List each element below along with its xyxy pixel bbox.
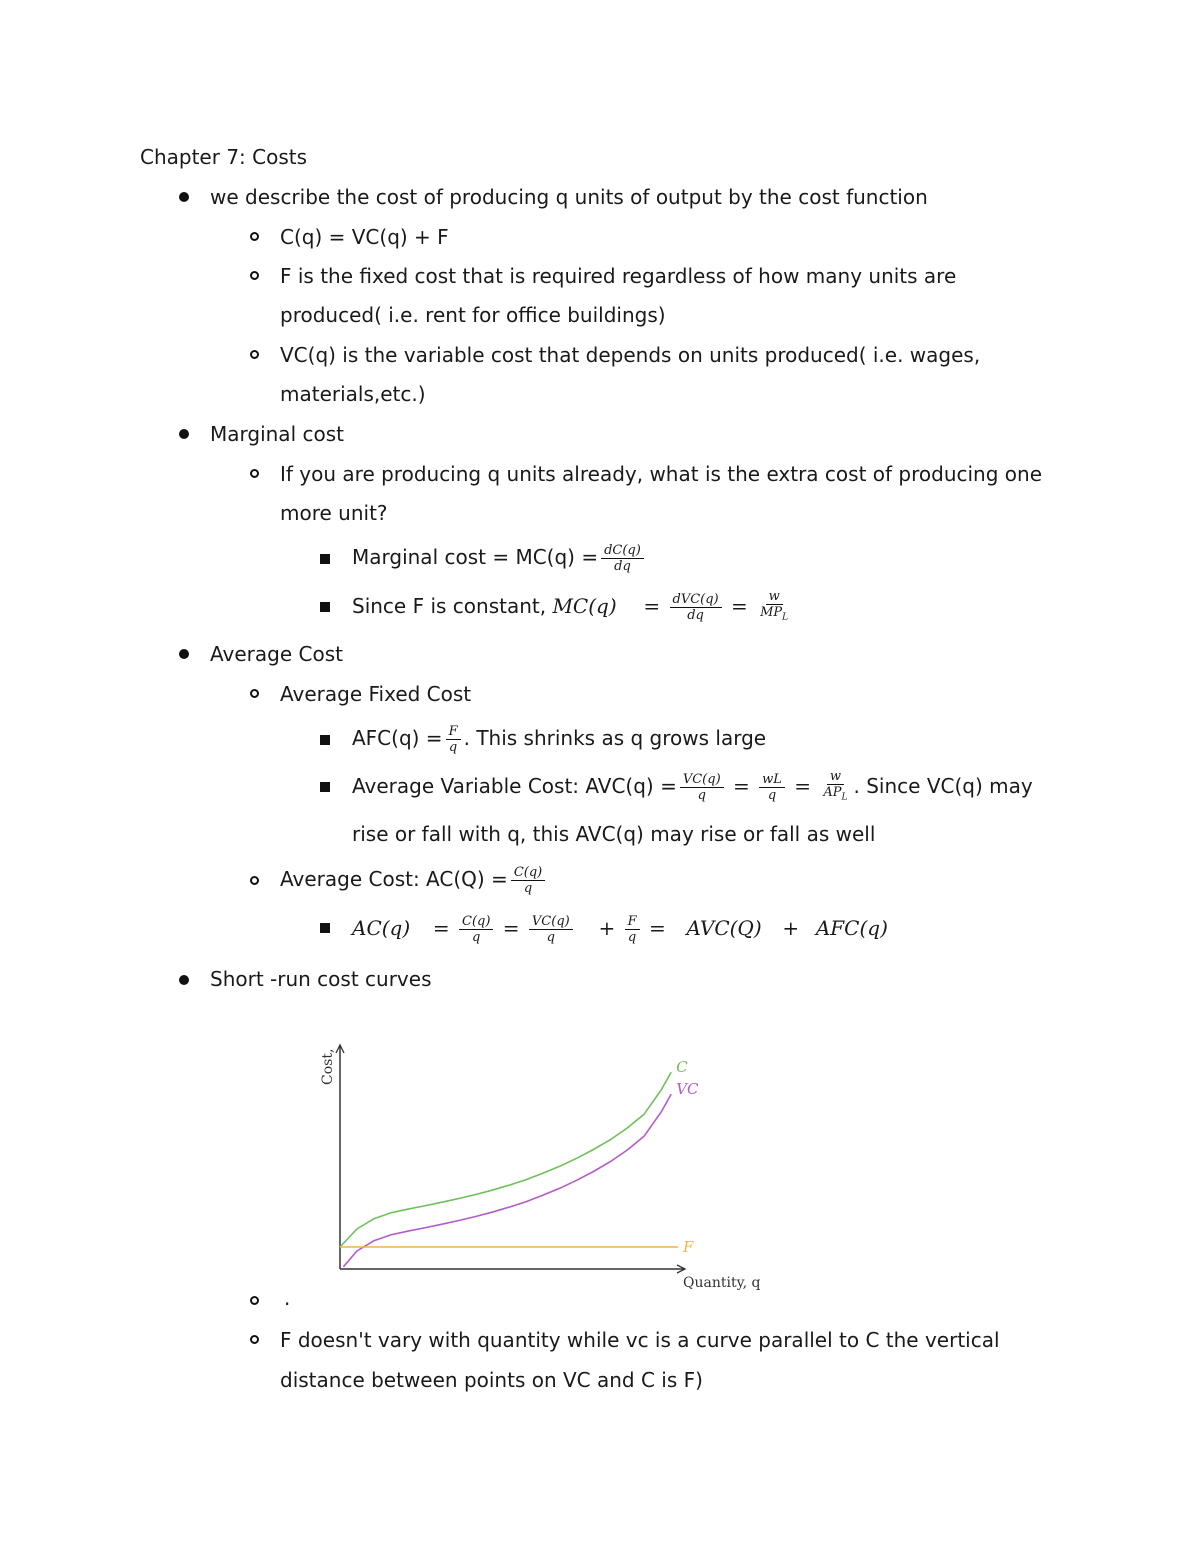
cost-function-formula: C(q) = VC(q) + F (280, 225, 449, 249)
fraction-denominator (820, 785, 850, 806)
sub-sub-bullet (320, 602, 330, 612)
average-fixed-cost-heading: Average Fixed Cost (280, 682, 472, 706)
avc-fraction-wl (759, 772, 785, 803)
denominator-text: MP (760, 605, 783, 621)
sub-bullet (250, 350, 259, 359)
equals-sign: = (730, 594, 748, 618)
mc-def-fraction (601, 543, 644, 574)
avc-label: Average Variable Cost: AVC(q) = (352, 774, 677, 798)
avc-fraction-vc (680, 772, 724, 803)
ac-rhs-avc: AVC(Q) (686, 916, 762, 940)
fraction-numerator: VC(q) (680, 772, 724, 788)
sub-bullet (250, 1335, 259, 1344)
short-run-heading: Short -run cost curves (210, 967, 432, 991)
short-run-note: F doesn't vary with quantity while vc is a curve parallel to C the vertical (280, 1328, 1000, 1352)
ac-fraction-c (459, 914, 493, 945)
fraction-denominator: q (627, 930, 637, 945)
subscript: L (841, 792, 848, 803)
sub-bullet (250, 271, 259, 280)
plus-sign: + (598, 916, 616, 940)
fraction-numerator: dVC(q) (670, 592, 722, 608)
marginal-cost-heading: Marginal cost (210, 422, 344, 446)
equals-sign: = (643, 594, 661, 618)
fraction-numerator: F (625, 914, 640, 930)
average-cost-heading: Average Cost (210, 642, 343, 666)
ac-fraction-vc (529, 914, 573, 945)
marginal-cost-definition (352, 540, 647, 574)
chart-caption-dot: . (284, 1286, 291, 1310)
cost-function-intro: we describe the cost of producing q units of output by the cost function (210, 185, 928, 209)
average-cost-definition (280, 860, 548, 898)
mc-fraction-w (757, 589, 791, 626)
equals-sign: = (502, 916, 520, 940)
fixed-cost-definition: F is the fixed cost that is required regardless of how many units are (280, 264, 957, 288)
equals-sign: = (733, 774, 750, 798)
y-axis-label: Cost, (320, 1048, 336, 1085)
page-title: Chapter 7: Costs (140, 145, 308, 169)
marginal-question: If you are producing q units already, what is the extra cost of producing one (280, 462, 1042, 486)
fraction-numerator: wL (759, 772, 785, 788)
since-label: Since F is constant, (352, 594, 547, 618)
denominator-text: AP (823, 785, 842, 801)
series-label-c: C (676, 1058, 688, 1077)
series-label-vc: VC (676, 1080, 699, 1099)
average-cost-identity (352, 908, 888, 948)
avc-definition (352, 767, 1033, 806)
ac-fraction-f (625, 914, 640, 945)
subscript: L (782, 612, 789, 623)
sub-sub-bullet (320, 782, 330, 792)
sub-sub-bullet (320, 735, 330, 745)
fraction-denominator: q (697, 788, 706, 803)
ac-rhs-afc: AFC(q) (815, 916, 888, 940)
ac-fraction (511, 865, 545, 896)
fraction-numerator: w (766, 589, 783, 605)
series-label-f: F (683, 1238, 694, 1256)
bullet (179, 429, 189, 439)
fraction-numerator: F (446, 724, 461, 740)
sub-bullet (250, 1296, 259, 1305)
fraction-numerator: w (827, 769, 844, 785)
fraction-numerator: C(q) (511, 865, 545, 881)
marginal-cost-identity (352, 586, 794, 626)
avc-text-cont: rise or fall with q, this AVC(q) may rise or fall as well (352, 822, 876, 846)
avc-fraction-w (820, 769, 850, 806)
fraction-denominator: q (546, 930, 555, 945)
sub-bullet (250, 469, 259, 478)
variable-cost-definition: VC(q) is the variable cost that depends on units produced( i.e. wages, (280, 343, 981, 367)
bullet (179, 649, 189, 659)
fraction-denominator: q (472, 930, 481, 945)
fraction-numerator: VC(q) (529, 914, 573, 930)
afc-fraction (446, 724, 461, 755)
afc-label: AFC(q) = (352, 726, 443, 750)
bullet (179, 192, 189, 202)
fixed-cost-definition-cont: produced( i.e. rent for office buildings) (280, 303, 666, 327)
afc-text: . This shrinks as q grows large (463, 726, 767, 750)
fraction-denominator (757, 605, 791, 626)
marginal-question-cont: more unit? (280, 501, 388, 525)
series-line-c (340, 1072, 671, 1247)
sub-bullet (250, 876, 259, 885)
fraction-denominator: q (448, 740, 458, 755)
equals-sign: = (432, 916, 450, 940)
ac-lhs: AC(q) (352, 916, 411, 940)
fraction-denominator: dq (614, 559, 631, 574)
variable-cost-definition-cont: materials,etc.) (280, 382, 426, 406)
avc-text: . Since VC(q) may (853, 774, 1033, 798)
sub-sub-bullet (320, 923, 330, 933)
mc-lhs: MC(q) (552, 594, 617, 618)
fraction-numerator: dC(q) (601, 543, 644, 559)
equals-sign: = (794, 774, 812, 798)
fraction-numerator: C(q) (459, 914, 493, 930)
x-axis-label: Quantity, q (683, 1275, 761, 1291)
ac-label: Average Cost: AC(Q) = (280, 867, 508, 891)
equals-sign: = (648, 916, 666, 940)
mc-def-label: Marginal cost = MC(q) = (352, 545, 599, 569)
sub-sub-bullet (320, 554, 330, 564)
fraction-denominator: q (523, 881, 533, 896)
afc-definition (352, 720, 766, 756)
short-run-cost-chart (310, 1035, 810, 1305)
short-run-note-cont: distance between points on VC and C is F) (280, 1368, 703, 1392)
sub-bullet (250, 689, 259, 698)
series-line-vc (343, 1094, 671, 1267)
mc-fraction-dvc (670, 592, 722, 623)
sub-bullet (250, 232, 259, 241)
plus-sign: + (782, 916, 800, 940)
fraction-denominator: q (767, 788, 777, 803)
fraction-denominator: dq (687, 608, 704, 623)
bullet (179, 975, 189, 985)
